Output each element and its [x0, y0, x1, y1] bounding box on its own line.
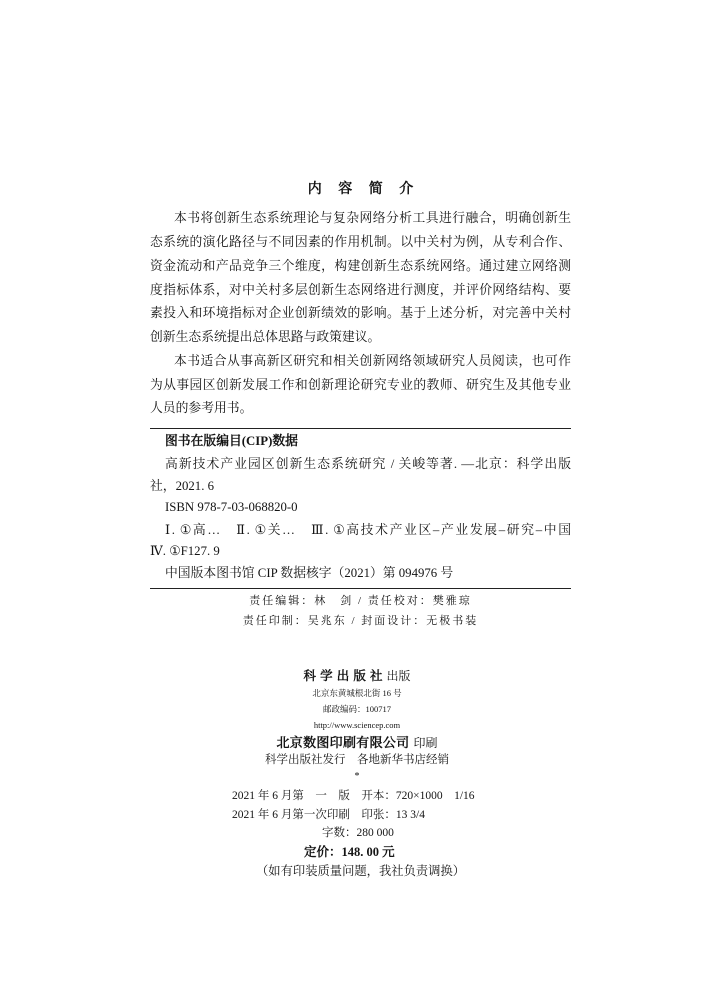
separator-asterisk: *	[354, 771, 360, 782]
summary-paragraph2-line: 人员的参考用书。	[150, 401, 253, 415]
edition-line: 2021 年 6 月第 一 版 开本：720×1000 1/16	[232, 790, 475, 802]
publisher-postcode: 邮政编码：100717	[322, 704, 391, 714]
summary-paragraph2-line: 为从事园区创新发展工作和创新理论研究专业的教师、研究生及其他专业	[150, 378, 571, 392]
cip-classification-cont: Ⅳ. ①F127. 9	[150, 544, 220, 558]
publisher-line	[147, 666, 567, 686]
summary-title: 内 容 简 介	[307, 182, 414, 197]
cip-line: 社，2021. 6	[150, 479, 214, 493]
publisher-address: 北京东黄城根北街 16 号	[312, 688, 402, 698]
cip-classification: Ⅰ. ①高… Ⅱ. ①关… Ⅲ. ①高技术产业区–产业发展–研究–中国	[165, 523, 571, 537]
summary-paragraph1-line: 素投入和环境指标对企业创新绩效的影响。基于上述分析，对完善中关村	[150, 306, 571, 320]
summary-paragraph1-line: 度指标体系，对中关村多层创新生态网络进行测度，并评价网络结构、要	[150, 283, 571, 297]
word-count: 字数：280 000	[322, 827, 394, 839]
publisher-website: http://www.sciencep.com	[313, 720, 401, 730]
publisher-name-suffix: 出版	[386, 669, 411, 683]
printer-line	[147, 734, 567, 752]
summary-paragraph1-line: 态系统的演化路径与不同因素的作用机制。以中关村为例，从专利合作、	[150, 235, 571, 249]
impression-line: 2021 年 6 月第一次印刷 印张：13 3/4	[232, 809, 425, 821]
cip-top-rule	[150, 428, 571, 429]
summary-paragraph1-line: 本书将创新生态系统理论与复杂网络分析工具进行融合，明确创新生	[174, 211, 571, 225]
summary-paragraph2-line: 本书适合从事高新区研究和相关创新网络领域研究人员阅读，也可作	[174, 354, 571, 368]
publisher-name: 科 学 出 版 社	[303, 669, 383, 683]
cip-line: 高新技术产业园区创新生态系统研究 / 关峻等著. —北京：科学出版	[165, 457, 571, 471]
quality-notice: （如有印装质量问题，我社负责调换）	[256, 864, 466, 878]
price: 定价：148. 00 元	[304, 845, 395, 859]
production-credits: 责任印制：吴兆东 / 封面设计：无极书装	[242, 615, 479, 627]
cip-isbn: ISBN 978-7-03-068820-0	[165, 500, 298, 514]
printer-name: 北京数图印刷有限公司	[276, 735, 410, 750]
summary-paragraph1-line: 资金流动和产品竞争三个维度，构建创新生态系统网络。通过建立网络测	[150, 259, 571, 273]
cip-record-number: 中国版本图书馆 CIP 数据核字（2021）第 094976 号	[165, 566, 454, 580]
summary-paragraph1-line: 创新生态系统提出总体思路与政策建议。	[150, 330, 381, 344]
printer-suffix: 印刷	[413, 736, 438, 750]
cip-heading: 图书在版编目(CIP)数据	[165, 434, 298, 448]
cip-bottom-rule	[150, 588, 571, 589]
distribution-line: 科学出版社发行 各地新华书店经销	[265, 754, 449, 766]
editor-credits: 责任编辑：林 剑 / 责任校对：樊雅琼	[249, 595, 472, 607]
